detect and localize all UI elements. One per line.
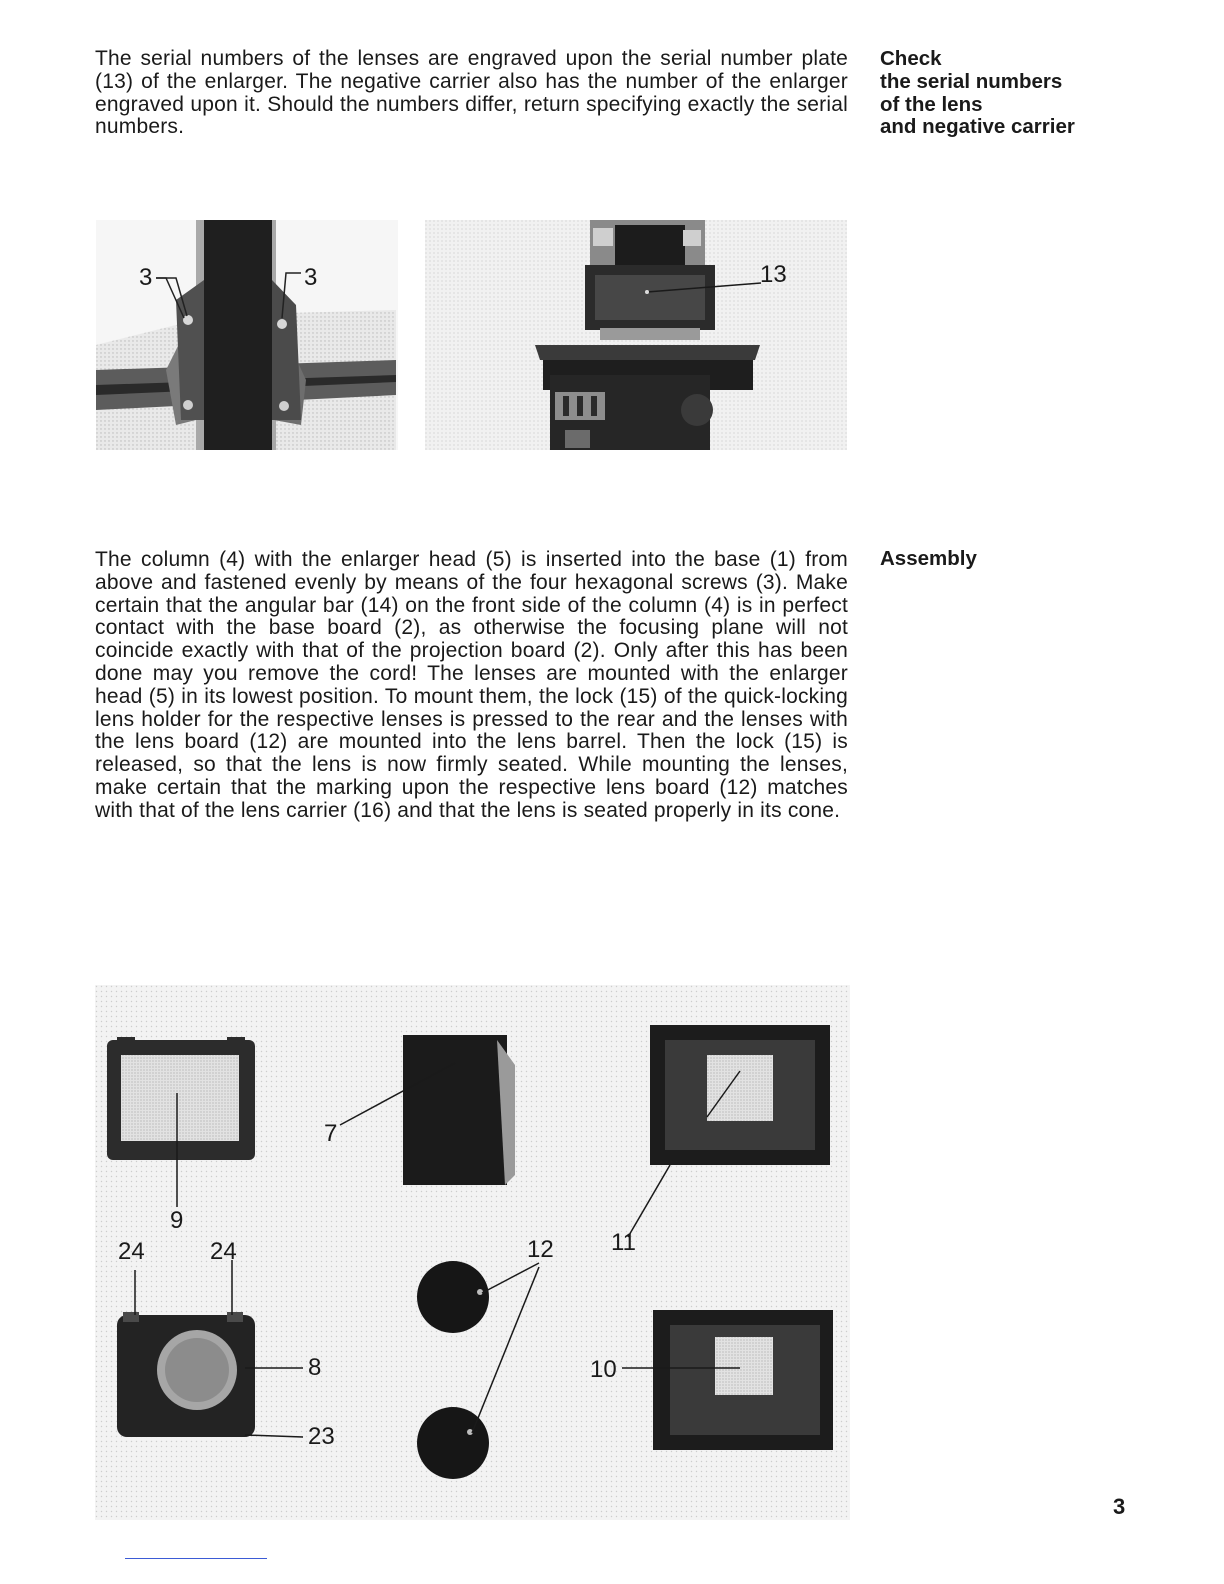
column-base-photo — [96, 220, 398, 450]
fig-label-13: 13 — [760, 261, 787, 288]
fig-label-10: 10 — [590, 1356, 617, 1383]
fig-label-8: 8 — [308, 1354, 322, 1381]
sidebar-line: the serial numbers — [880, 69, 1063, 93]
fig-label-3-left: 3 — [139, 264, 153, 291]
fig-label-3-right: 3 — [304, 264, 318, 291]
accessories-photo — [95, 985, 850, 1520]
serial-numbers-paragraph: The serial numbers of the lenses are engraved upon the serial number plate (13) of the enlarger. The negative carrier also has the number of the enlarger engraved upon it. Should the numbers differ, return specifying exactly the serial numbers. — [95, 47, 848, 139]
serial-plate-photo — [425, 220, 847, 450]
sidebar-heading-check-serial — [880, 48, 1120, 139]
fig-label-12: 12 — [527, 1236, 554, 1263]
column-base-illustration — [96, 220, 398, 450]
page-number: 3 — [1113, 1494, 1126, 1519]
sidebar-line: and negative carrier — [880, 115, 1075, 139]
serial-plate-illustration — [425, 220, 847, 450]
assembly-paragraph: The column (4) with the enlarger head (5) is inserted into the base (1) from above and fastened evenly by means of the four hexagonal screws (3). Make certain that the angular bar (14) on the front side of the column (4) is in perfect contact with the base board (2), as otherwise the focusing plane will not coincide exactly with that of the projection board (2). Only after this has been done may you remove the cord! The lenses are mounted with the enlarger head (5) in its lowest position. To mount them, the lock (15) of the quick-locking lens holder for the respective lenses is pressed to the rear and the lenses with the lens board (12) are mounted into the lens barrel. Then the lock (15) is released, so that the lens is now firmly seated. While mounting the lenses, make certain that the marking upon the respective lens board (12) matches with that of the lens carrier (16) and that the lens is seated properly in its cone. — [95, 548, 848, 822]
accessories-illustration — [95, 985, 850, 1520]
sidebar-line: Check — [880, 47, 942, 70]
sidebar-line: of the lens — [880, 92, 983, 116]
fig-label-9: 9 — [170, 1207, 184, 1234]
footer-rule — [125, 1558, 267, 1559]
fig-label-23: 23 — [308, 1423, 335, 1450]
fig-label-7: 7 — [324, 1120, 338, 1147]
fig-label-24-right: 24 — [210, 1238, 237, 1265]
fig-label-11: 11 — [611, 1229, 636, 1256]
sidebar-heading-assembly: Assembly — [880, 547, 977, 570]
fig-label-24-left: 24 — [118, 1238, 145, 1265]
